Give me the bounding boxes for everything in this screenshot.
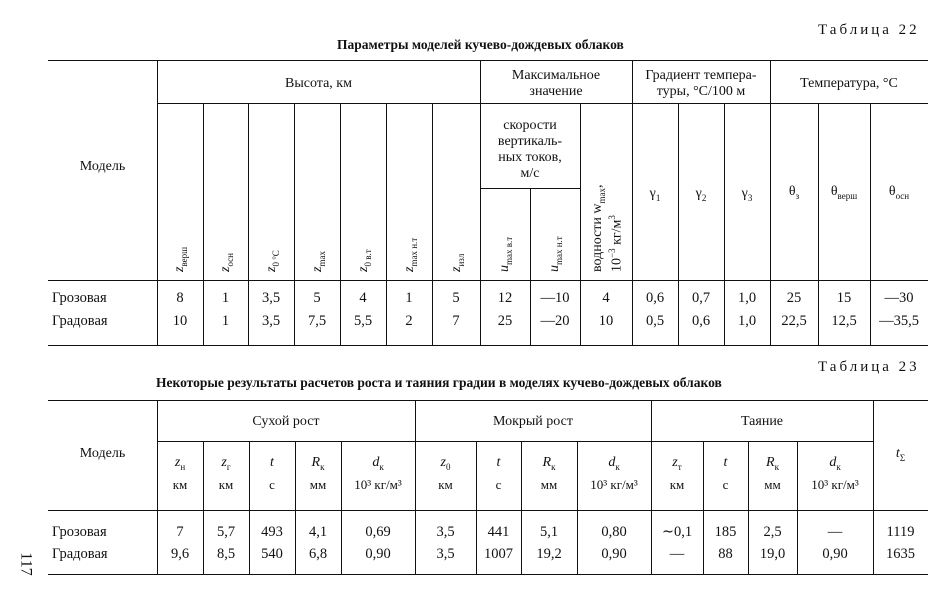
t22-cell: 0,6 (691, 313, 711, 329)
t23-col-header: $z_т$ км (669, 455, 685, 493)
t22-cell: 7 (452, 313, 460, 329)
t22-col-thbase: $\theta_{осн}$ (888, 184, 910, 201)
t22-cell: 4 (359, 290, 367, 306)
t23-cell: 3,5 (436, 524, 455, 540)
t22-row-model: Грозовая (52, 290, 107, 306)
t22-cell: —20 (540, 313, 570, 329)
t22-cell: 0,7 (691, 290, 711, 306)
t22-cell: 15 (836, 290, 852, 306)
table-23-label: Таблица 23 (818, 359, 920, 375)
t23-cell: 19,0 (759, 546, 786, 562)
t23-cell: 8,5 (216, 546, 236, 562)
table-22-label: Таблица 22 (818, 22, 920, 38)
t23-cell: 5,1 (539, 524, 559, 540)
t23-cell: 0,90 (822, 546, 848, 562)
t22-cell: 1 (405, 290, 413, 306)
t22-col-zbase: $z_{осн}$ (218, 253, 235, 272)
t22-col-g1: $\gamma_1$ (649, 186, 661, 203)
t22-cell: 12 (497, 290, 513, 306)
t22-row-model: Градовая (52, 313, 108, 329)
t23-cell: 9,6 (170, 546, 190, 562)
t22-cell: 10 (172, 313, 188, 329)
t22-col-z0t: $z_{0 в.т}$ (356, 249, 373, 272)
t23-cell: 7 (176, 524, 184, 540)
t22-cell: 25 (497, 313, 513, 329)
t22-cell: 4 (602, 290, 610, 306)
t23-cell: 0,69 (365, 524, 391, 540)
t22-cell: 8 (176, 290, 184, 306)
t23-col-header: $d_к$ 10³ кг/м³ (811, 455, 859, 493)
t23-dry-header: Сухой рост (252, 414, 320, 429)
t22-cell: 2 (405, 313, 413, 329)
t22-col-ztop: $z_{верш}$ (172, 246, 189, 272)
table-23-title: Некоторые результаты расчетов роста и таяния градии в моделях кучево-дождевых облаков (156, 375, 722, 390)
t22-velocity-subheader: скорости вертикаль- ных токов, м/с (497, 118, 563, 182)
t23-cell: 493 (261, 524, 283, 540)
t22-col-zizl: $z_{изл}$ (449, 253, 466, 272)
t23-row-model: Грозовая (52, 524, 107, 540)
t22-col-th3: $\theta_з$ (788, 184, 800, 201)
t23-col-header: $d_к$ 10³ кг/м³ (590, 455, 638, 493)
t22-maxvalue-header: Максимальное значение (511, 68, 601, 100)
t22-col-zmax: $z_{max}$ (310, 251, 327, 272)
t23-wet-header: Мокрый рост (493, 414, 573, 429)
t23-cell: 1635 (886, 546, 915, 562)
t22-col-zmaxnt: $z_{max н.т}$ (402, 237, 419, 272)
t23-cell: 540 (261, 546, 283, 562)
t22-cell: 1,0 (737, 290, 757, 306)
t23-col-header: t с (722, 455, 729, 493)
t22-cell: 5,5 (353, 313, 373, 329)
t22-cell: 3,5 (261, 290, 281, 306)
t23-model-header: Модель (79, 446, 126, 461)
t23-cell: 185 (714, 524, 737, 540)
t23-cell: 2,5 (763, 524, 782, 540)
t23-col-header: t с (495, 455, 502, 493)
t23-cell: 5,7 (216, 524, 236, 540)
t22-cell: 25 (786, 290, 802, 306)
t22-cell: 0,6 (645, 290, 665, 306)
t22-gradient-header: Градиент темпера- туры, °С/100 м (645, 68, 757, 100)
t22-cell: 22,5 (781, 313, 807, 329)
t22-cell: —10 (540, 290, 570, 306)
t22-cell: —35,5 (879, 313, 919, 329)
t23-melt-header: Таяние (740, 414, 784, 429)
t22-col-thtop: $\theta_{верш}$ (830, 184, 858, 201)
t22-cell: 10 (598, 313, 614, 329)
t23-cell: 4,1 (308, 524, 328, 540)
t22-col-z0c: $z_{0 ^\circ С}$ (264, 250, 281, 272)
t22-cell: —30 (884, 290, 914, 306)
t22-height-header: Высота, км (285, 76, 352, 91)
t23-cell: 1007 (484, 546, 513, 562)
t23-col-header: $R_к$ мм (540, 455, 558, 493)
t23-col-header: $R_к$ мм (764, 455, 781, 493)
t22-col-water: водности $w_{max}$, $10^{-3}$ $кг/м^3$ (590, 184, 625, 272)
t23-col-header: t с (269, 455, 275, 493)
t23-cell: 0,90 (365, 546, 391, 562)
table-22-title: Параметры моделей кучево-дождевых облаков (337, 37, 624, 52)
t23-col-header: $z_г$ км (218, 455, 234, 493)
t23-row-model: Градовая (52, 546, 108, 562)
t23-col-header: $d_к$ 10³ кг/м³ (354, 455, 402, 493)
t23-cell: 0,90 (601, 546, 627, 562)
t22-col-umaxnt: $u_{max н.т}$ (547, 236, 564, 272)
t23-tsum-header: $t_\Sigma$ (895, 446, 906, 463)
t23-cell: ∼0,1 (661, 524, 693, 540)
t22-cell: 1,0 (737, 313, 757, 329)
t22-cell: 1 (221, 313, 230, 329)
t23-cell: 6,8 (308, 546, 328, 562)
page-number: 117 (17, 552, 35, 576)
t22-col-umaxvt: $u_{max в.т}$ (497, 236, 514, 272)
t22-model-header: Модель (79, 159, 126, 174)
t22-col-g2: $\gamma_2$ (695, 186, 707, 203)
t23-cell: 441 (487, 524, 510, 540)
t23-cell: 19,2 (536, 546, 562, 562)
t22-cell: 0,5 (645, 313, 665, 329)
t22-cell: 1 (221, 290, 230, 306)
t23-col-header: $R_к$ мм (309, 455, 327, 493)
t22-cell: 7,5 (307, 313, 327, 329)
t22-cell: 12,5 (831, 313, 857, 329)
t22-temperature-header: Температура, °С (800, 76, 898, 91)
t23-col-header: $z_0$ км (438, 455, 453, 493)
t23-col-header: $z_н$ км (172, 455, 188, 493)
t22-col-g3: $\gamma_3$ (741, 186, 753, 203)
t22-cell: 3,5 (261, 313, 281, 329)
t23-cell: 1119 (886, 524, 915, 540)
t22-cell: 5 (313, 290, 321, 306)
t23-cell: 88 (718, 546, 733, 562)
t23-cell: — (827, 524, 843, 540)
t23-cell: 3,5 (436, 546, 455, 562)
t22-cell: 5 (452, 290, 460, 306)
t23-cell: — (669, 546, 685, 562)
t23-cell: 0,80 (601, 524, 627, 540)
